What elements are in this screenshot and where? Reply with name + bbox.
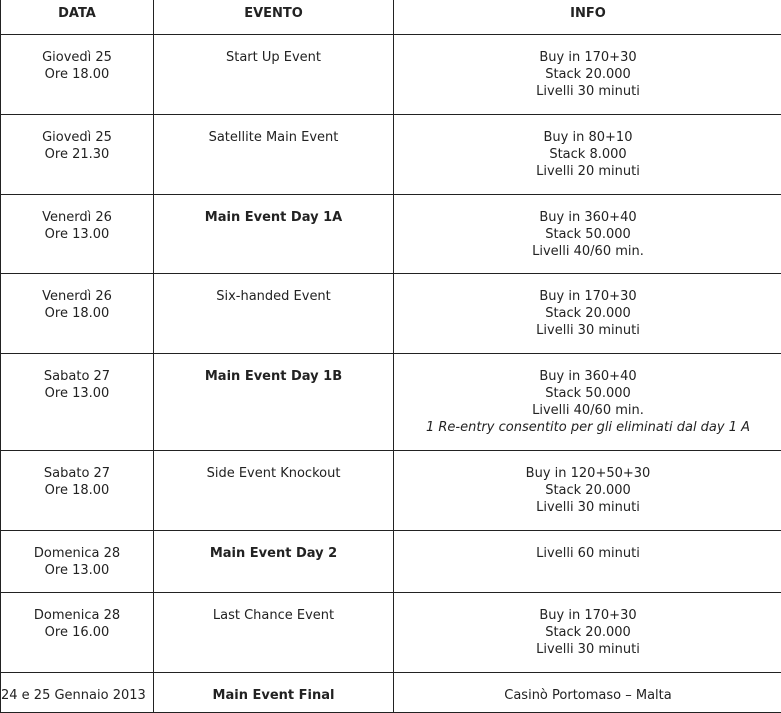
date-cell <box>1 450 154 530</box>
info-line: Livelli 20 minuti <box>394 163 781 180</box>
info-line: Buy in 120+50+30 <box>394 465 781 482</box>
date-cell <box>1 194 154 273</box>
info-cell <box>394 273 781 353</box>
event-cell <box>154 450 394 530</box>
info-line: Buy in 360+40 <box>394 209 781 226</box>
event-cell <box>154 353 394 450</box>
event-name: Side Event Knockout <box>154 465 393 482</box>
info-line: Buy in 170+30 <box>394 288 781 305</box>
date-text: Domenica 28 <box>1 545 153 562</box>
event-name: Main Event Day 2 <box>154 545 393 562</box>
event-cell <box>154 114 394 194</box>
date-cell <box>1 273 154 353</box>
info-cell <box>394 353 781 450</box>
table-row <box>1 592 781 672</box>
info-cell <box>394 114 781 194</box>
time-text: Ore 21.30 <box>1 146 153 163</box>
info-line: Stack 50.000 <box>394 226 781 243</box>
table-row <box>1 353 781 450</box>
table-row <box>1 672 781 712</box>
info-note: 1 Re-entry consentito per gli eliminati dal day 1 A <box>394 419 781 436</box>
info-line: Stack 20.000 <box>394 305 781 322</box>
event-cell <box>154 530 394 592</box>
info-line: Buy in 170+30 <box>394 49 781 66</box>
info-line: Buy in 360+40 <box>394 368 781 385</box>
info-cell <box>394 592 781 672</box>
time-text: Ore 13.00 <box>1 562 153 579</box>
header-data: DATA <box>1 0 154 34</box>
time-text: Ore 18.00 <box>1 305 153 322</box>
date-cell <box>1 34 154 114</box>
event-name: Start Up Event <box>154 49 393 66</box>
info-line: Livelli 30 minuti <box>394 641 781 658</box>
info-line: Livelli 30 minuti <box>394 83 781 100</box>
info-cell <box>394 672 781 712</box>
info-line: Buy in 170+30 <box>394 607 781 624</box>
info-line: Livelli 40/60 min. <box>394 243 781 260</box>
info-line: Livelli 40/60 min. <box>394 402 781 419</box>
date-text: Venerdì 26 <box>1 209 153 226</box>
info-line: Livelli 30 minuti <box>394 499 781 516</box>
table-row <box>1 34 781 114</box>
header-evento: EVENTO <box>154 0 394 34</box>
time-text: Ore 13.00 <box>1 226 153 243</box>
event-cell <box>154 672 394 712</box>
header-row <box>1 0 781 34</box>
info-line: Casinò Portomaso – Malta <box>394 687 781 704</box>
info-cell <box>394 194 781 273</box>
date-text: Giovedì 25 <box>1 49 153 66</box>
date-cell <box>1 353 154 450</box>
event-name: Main Event Day 1B <box>154 368 393 385</box>
info-cell <box>394 450 781 530</box>
info-line: Buy in 80+10 <box>394 129 781 146</box>
info-line: Stack 20.000 <box>394 482 781 499</box>
info-line: Stack 20.000 <box>394 66 781 83</box>
date-text: Venerdì 26 <box>1 288 153 305</box>
time-text: Ore 18.00 <box>1 66 153 83</box>
table-row <box>1 114 781 194</box>
event-cell <box>154 194 394 273</box>
event-cell <box>154 592 394 672</box>
time-text: Ore 18.00 <box>1 482 153 499</box>
event-name: Last Chance Event <box>154 607 393 624</box>
info-line: Livelli 30 minuti <box>394 322 781 339</box>
info-cell <box>394 530 781 592</box>
time-text: Ore 16.00 <box>1 624 153 641</box>
info-cell <box>394 34 781 114</box>
date-cell <box>1 530 154 592</box>
event-name: Main Event Final <box>154 687 393 704</box>
table-row <box>1 273 781 353</box>
table-row <box>1 450 781 530</box>
info-line: Stack 8.000 <box>394 146 781 163</box>
info-line: Livelli 60 minuti <box>394 545 781 562</box>
event-cell <box>154 273 394 353</box>
date-cell <box>1 592 154 672</box>
event-name: Satellite Main Event <box>154 129 393 146</box>
date-cell <box>1 114 154 194</box>
header-info: INFO <box>394 0 781 34</box>
info-line: Stack 20.000 <box>394 624 781 641</box>
date-text: Giovedì 25 <box>1 129 153 146</box>
date-text: 24 e 25 Gennaio 2013 <box>1 687 153 704</box>
table-row <box>1 194 781 273</box>
date-text: Sabato 27 <box>1 368 153 385</box>
table-row <box>1 530 781 592</box>
event-name: Six-handed Event <box>154 288 393 305</box>
date-text: Domenica 28 <box>1 607 153 624</box>
event-cell <box>154 34 394 114</box>
date-cell <box>1 672 154 712</box>
time-text: Ore 13.00 <box>1 385 153 402</box>
date-text: Sabato 27 <box>1 465 153 482</box>
info-line: Stack 50.000 <box>394 385 781 402</box>
event-name: Main Event Day 1A <box>154 209 393 226</box>
